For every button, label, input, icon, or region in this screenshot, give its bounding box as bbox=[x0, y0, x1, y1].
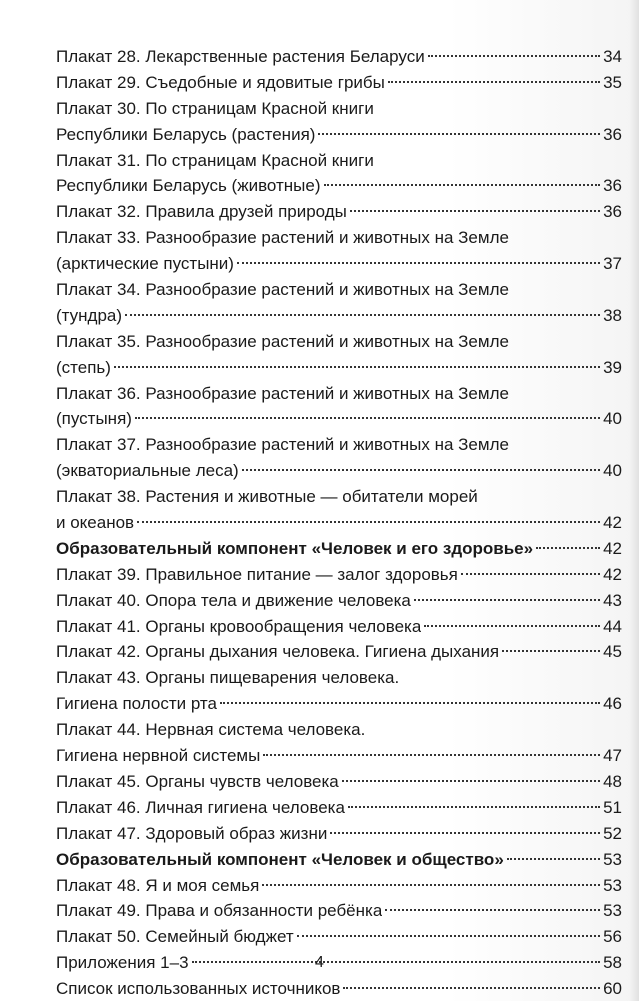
toc-entry-title: (арктические пустыни) bbox=[56, 254, 234, 274]
dot-leader bbox=[507, 858, 600, 860]
toc-entry bbox=[56, 329, 622, 355]
toc-entry-title: Плакат 35. Разнообразие растений и животных на Земле bbox=[56, 331, 509, 351]
toc-page-number: 40 bbox=[603, 461, 622, 481]
toc-entry bbox=[56, 458, 622, 484]
toc-entry bbox=[56, 70, 622, 96]
toc-entry-title: Плакат 42. Органы дыхания человека. Гигиена дыхания bbox=[56, 642, 500, 662]
dot-leader bbox=[502, 650, 600, 652]
page-edge-shadow bbox=[629, 0, 639, 1001]
toc-entry bbox=[56, 199, 622, 225]
dot-leader bbox=[342, 780, 600, 782]
toc-page-number: 43 bbox=[603, 590, 622, 610]
toc-page-number: 46 bbox=[603, 694, 622, 714]
toc-entry-title: Плакат 37. Разнообразие растений и животных на Земле bbox=[56, 435, 509, 455]
toc-entry-title: Плакат 30. По страницам Красной книги bbox=[56, 98, 374, 118]
toc-entry bbox=[56, 225, 622, 251]
toc-page-number: 44 bbox=[603, 616, 622, 636]
toc-page-number: 40 bbox=[603, 409, 622, 429]
toc-entry-title: Плакат 48. Я и моя семья bbox=[56, 875, 260, 895]
toc-page-number: 36 bbox=[603, 176, 622, 196]
toc-page-number: 37 bbox=[603, 254, 622, 274]
toc-entry bbox=[56, 924, 622, 950]
toc-page-number: 35 bbox=[603, 72, 622, 92]
toc-entry-title: Приложения 1–3 bbox=[56, 953, 189, 973]
dot-leader bbox=[137, 521, 600, 523]
toc-page-number: 42 bbox=[603, 513, 622, 533]
toc-entry bbox=[56, 614, 622, 640]
toc-entry bbox=[56, 665, 622, 691]
toc-page-number: 42 bbox=[603, 564, 622, 584]
toc-entry-title: Плакат 43. Органы пищеварения человека. bbox=[56, 668, 400, 688]
toc-entry bbox=[56, 821, 622, 847]
toc-entry bbox=[56, 96, 622, 122]
toc-entry bbox=[56, 717, 622, 743]
dot-leader bbox=[343, 987, 600, 989]
dot-leader bbox=[350, 210, 600, 212]
toc-entry-title: Плакат 32. Правила друзей природы bbox=[56, 202, 347, 222]
toc-entry-title: Плакат 46. Личная гигиена человека bbox=[56, 797, 345, 817]
toc-entry-title: Гигиена нервной системы bbox=[56, 746, 261, 766]
toc-page-number: 47 bbox=[603, 746, 622, 766]
toc-entry bbox=[56, 44, 622, 70]
dot-leader bbox=[220, 702, 600, 704]
toc-entry bbox=[56, 251, 622, 277]
toc-entry-title: Список использованных источников bbox=[56, 979, 341, 999]
toc-page-number: 42 bbox=[603, 538, 622, 558]
toc-entry-title: Республики Беларусь (животные) bbox=[56, 176, 321, 196]
toc-page-number: 53 bbox=[603, 875, 622, 895]
toc-entry bbox=[56, 148, 622, 174]
toc-entry-title: Плакат 33. Разнообразие растений и животных на Земле bbox=[56, 228, 509, 248]
dot-leader bbox=[297, 935, 600, 937]
toc-page-number: 56 bbox=[603, 927, 622, 947]
toc-entry bbox=[56, 406, 622, 432]
toc-entry-title: Плакат 38. Растения и животные — обитатели морей bbox=[56, 487, 478, 507]
dot-leader bbox=[428, 55, 600, 57]
toc-entry bbox=[56, 976, 622, 1002]
toc-entry-title: Плакат 31. По страницам Красной книги bbox=[56, 150, 374, 170]
toc-entry-title: и океанов bbox=[56, 513, 135, 533]
toc-entry bbox=[56, 484, 622, 510]
dot-leader bbox=[536, 547, 600, 549]
toc-entry bbox=[56, 898, 622, 924]
toc-entry-title: Плакат 40. Опора тела и движение человека bbox=[56, 590, 411, 610]
dot-leader bbox=[114, 366, 600, 368]
toc-entry-title: Плакат 47. Здоровый образ жизни bbox=[56, 823, 328, 843]
dot-leader bbox=[461, 573, 600, 575]
dot-leader bbox=[385, 909, 600, 911]
dot-leader bbox=[318, 133, 600, 135]
toc-entry-title: Плакат 45. Органы чувств человека bbox=[56, 771, 339, 791]
toc-entry-title: Плакат 44. Нервная система человека. bbox=[56, 720, 366, 740]
toc-entry-title: Плакат 50. Семейный бюджет bbox=[56, 927, 294, 947]
toc-page-number: 52 bbox=[603, 823, 622, 843]
toc-entry-title: Образовательный компонент «Человек и его здоровье» bbox=[56, 538, 534, 558]
page-number: 4 bbox=[315, 954, 324, 971]
dot-leader bbox=[424, 625, 600, 627]
toc-page-number: 53 bbox=[603, 901, 622, 921]
toc-page-number: 58 bbox=[603, 953, 622, 973]
toc-entry bbox=[56, 639, 622, 665]
toc-entry bbox=[56, 381, 622, 407]
dot-leader bbox=[263, 754, 600, 756]
toc-page-number: 60 bbox=[603, 979, 622, 999]
toc-entry-title: Плакат 34. Разнообразие растений и животных на Земле bbox=[56, 280, 509, 300]
toc-entry bbox=[56, 277, 622, 303]
toc-page-number: 38 bbox=[603, 305, 622, 325]
toc-entry-title: Образовательный компонент «Человек и общество» bbox=[56, 849, 504, 869]
toc-entry bbox=[56, 562, 622, 588]
dot-leader bbox=[348, 806, 600, 808]
toc-entry-title: Плакат 36. Разнообразие растений и животных на Земле bbox=[56, 383, 509, 403]
toc-entry-title: (степь) bbox=[56, 357, 111, 377]
table-of-contents bbox=[56, 44, 622, 1002]
toc-entry bbox=[56, 795, 622, 821]
dot-leader bbox=[330, 832, 600, 834]
toc-page-number: 34 bbox=[603, 47, 622, 66]
toc-page-number: 53 bbox=[603, 849, 622, 869]
toc-page-number: 45 bbox=[603, 642, 622, 662]
toc-entry-title: Республики Беларусь (растения) bbox=[56, 124, 316, 144]
toc-entry bbox=[56, 173, 622, 199]
dot-leader bbox=[125, 314, 600, 316]
toc-entry bbox=[56, 769, 622, 795]
toc-entry bbox=[56, 691, 622, 717]
toc-entry bbox=[56, 303, 622, 329]
toc-entry bbox=[56, 432, 622, 458]
toc-entry-title: Плакат 29. Съедобные и ядовитые грибы bbox=[56, 72, 385, 92]
toc-entry-title: Плакат 41. Органы кровообращения человека bbox=[56, 616, 422, 636]
toc-entry-title: Плакат 28. Лекарственные растения Беларуси bbox=[56, 47, 425, 66]
toc-entry-title: (тундра) bbox=[56, 305, 123, 325]
dot-leader bbox=[135, 417, 600, 419]
toc-entry bbox=[56, 743, 622, 769]
toc-entry-title: (экваториальные леса) bbox=[56, 461, 239, 481]
dot-leader bbox=[262, 884, 600, 886]
toc-entry bbox=[56, 122, 622, 148]
dot-leader bbox=[242, 469, 600, 471]
toc-entry bbox=[56, 873, 622, 899]
toc-page-number: 48 bbox=[603, 771, 622, 791]
toc-entry bbox=[56, 510, 622, 536]
dot-leader bbox=[414, 599, 600, 601]
toc-page-number: 39 bbox=[603, 357, 622, 377]
toc-entry-title: (пустыня) bbox=[56, 409, 132, 429]
toc-entry-title: Плакат 39. Правильное питание — залог здоровья bbox=[56, 564, 458, 584]
toc-section-heading bbox=[56, 536, 622, 562]
dot-leader bbox=[324, 184, 601, 186]
toc-section-heading bbox=[56, 847, 622, 873]
toc-entry-title: Гигиена полости рта bbox=[56, 694, 217, 714]
dot-leader bbox=[237, 262, 600, 264]
toc-page-number: 36 bbox=[603, 124, 622, 144]
toc-entry bbox=[56, 355, 622, 381]
toc-entry-title: Плакат 49. Права и обязанности ребёнка bbox=[56, 901, 383, 921]
toc-page-number: 36 bbox=[603, 202, 622, 222]
dot-leader bbox=[388, 81, 600, 83]
toc-page-number: 51 bbox=[603, 797, 622, 817]
toc-entry bbox=[56, 588, 622, 614]
